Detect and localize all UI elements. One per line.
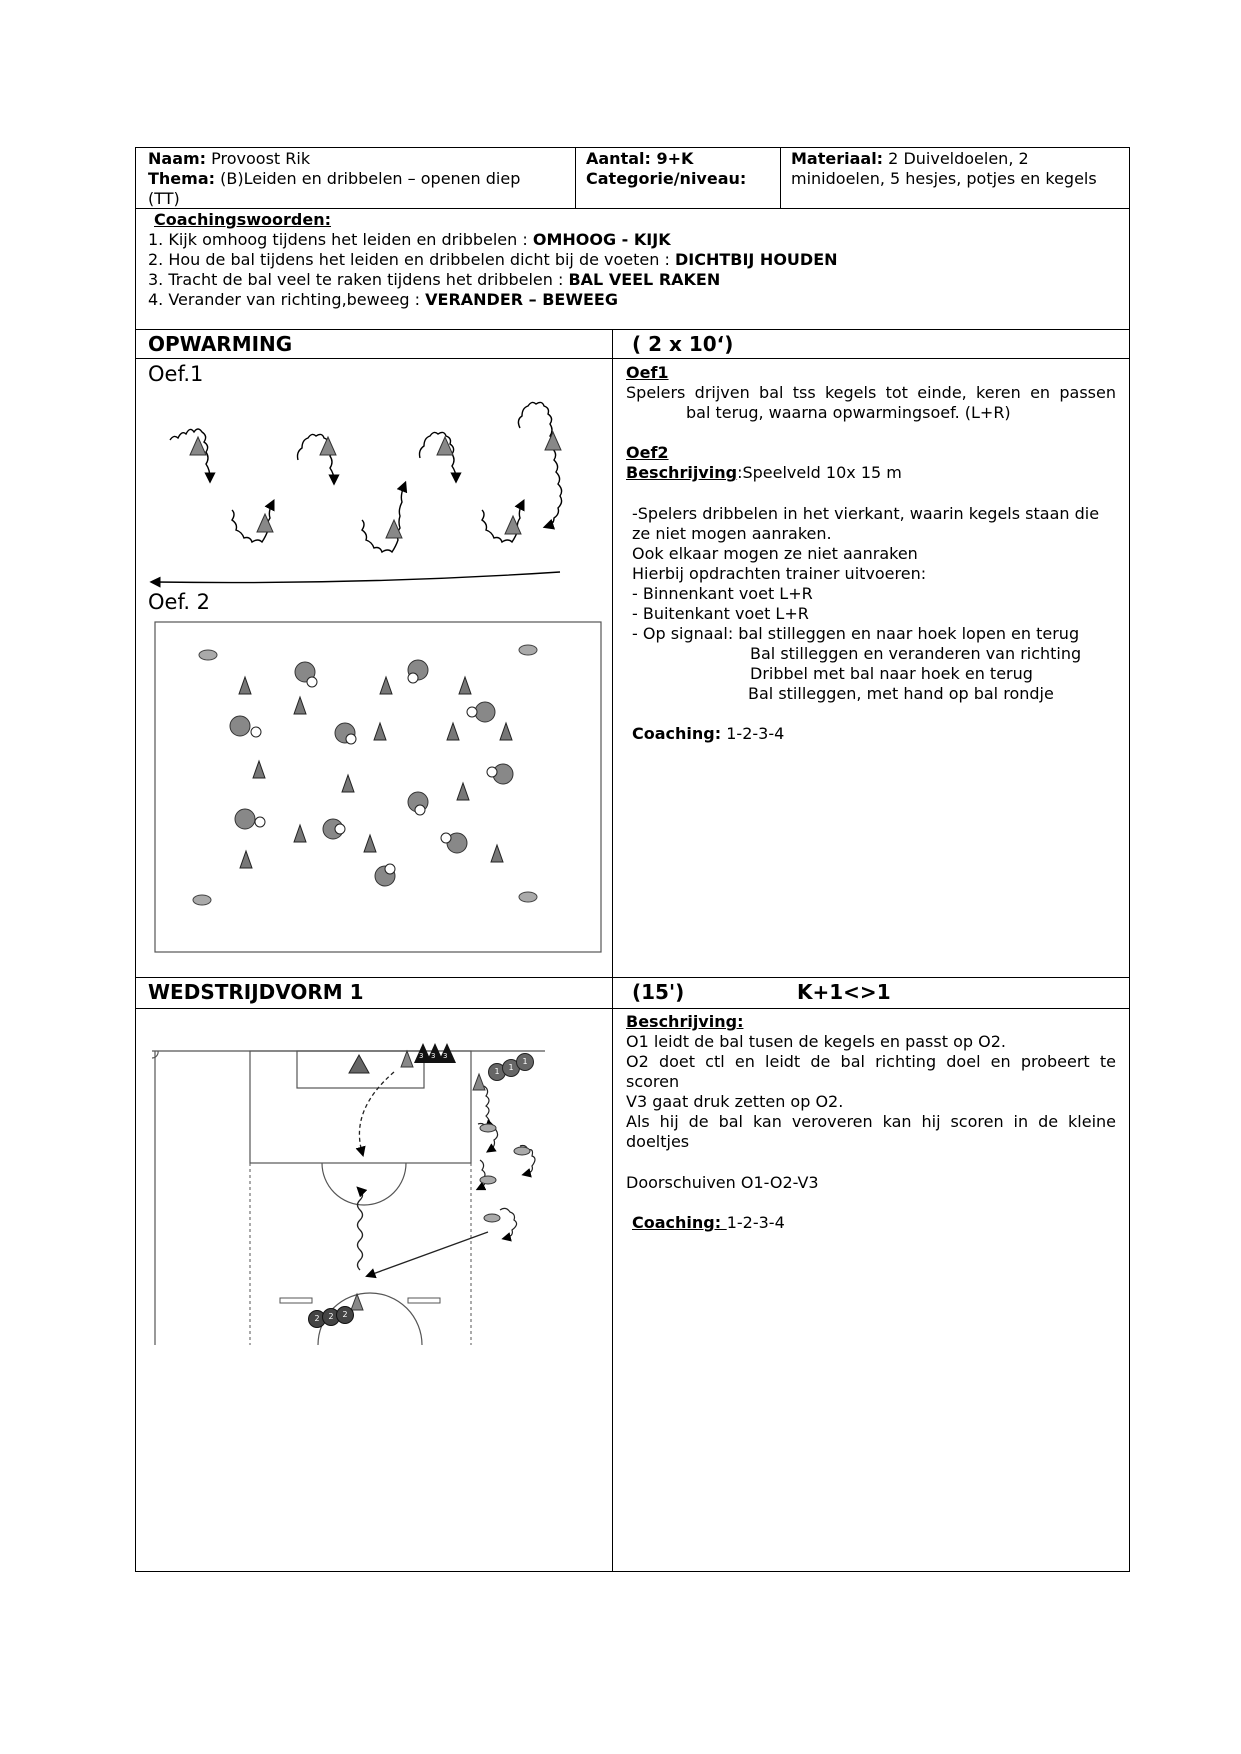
doorschuiven: Doorschuiven O1-O2-V3	[626, 1173, 819, 1192]
oef2-line: Ook elkaar mogen ze niet aanraken	[632, 544, 918, 563]
player-o1-label: 1	[522, 1057, 528, 1066]
player-v3-label: 3	[431, 1052, 436, 1060]
coaching-item	[148, 290, 618, 310]
oef1-line: Spelers drijven bal tss kegels tot einde, keren en passen	[626, 383, 1116, 402]
player-o1	[516, 1053, 534, 1071]
aantal-label: Aantal: 9+K	[586, 149, 694, 168]
materiaal-value: 2 Duiveldoelen, 2	[888, 149, 1029, 168]
wedstrijd-line: Als hij de bal kan veroveren kan hij scoren in de kleine	[626, 1112, 1116, 1131]
player-o1-label: 1	[494, 1067, 500, 1076]
opwarming-title-divider	[135, 358, 1130, 359]
oef1-description	[626, 383, 1116, 423]
player-v3-label: 3	[419, 1052, 424, 1060]
oef2-line: - Binnenkant voet L+R	[632, 584, 813, 603]
wedstrijd-line: O2 doet ctl en leidt de bal richting doel en probeert te	[626, 1052, 1116, 1071]
v3-group	[414, 1043, 474, 1067]
coaching-item	[148, 250, 838, 270]
coaching-item-keyword: DICHTBIJ HOUDEN	[674, 250, 838, 269]
wedstrijdvorm-title: WEDSTRIJDVORM 1	[148, 980, 364, 1004]
oef2-subline: Dribbel met bal naar hoek en terug	[750, 664, 1033, 683]
categorie-label: Categorie/niveau:	[586, 169, 747, 188]
coaching-item-keyword: OMHOOG - KIJK	[532, 230, 671, 249]
player-o2-label: 2	[328, 1312, 334, 1321]
wedstrijd-beschrijving-label: Beschrijving:	[626, 1012, 744, 1031]
thema	[148, 169, 520, 189]
oef2-line: - Buitenkant voet L+R	[632, 604, 809, 623]
materiaal-label: Materiaal:	[791, 149, 884, 168]
header-divider-2	[780, 147, 781, 208]
wedstrijd-description	[626, 1032, 1116, 1152]
opwarming-duration: ( 2 x 10‘)	[632, 332, 734, 356]
table-border-bottom	[135, 1571, 1130, 1572]
wedstrijd-line: doeltjes	[626, 1132, 690, 1151]
o1-group	[488, 1053, 578, 1089]
coaching-title: Coachingswoorden:	[154, 210, 332, 229]
coaching-item-keyword: VERANDER – BEWEEG	[425, 290, 618, 309]
table-border-left	[135, 147, 136, 1572]
oef1-title: Oef1	[626, 363, 669, 382]
wedstrijdvorm-duration: (15')	[632, 980, 685, 1004]
materiaal-value-2: minidoelen, 5 hesjes, potjes en kegels	[791, 169, 1097, 188]
oef2-line: ze niet mogen aanraken.	[632, 524, 832, 543]
o2-group	[308, 1306, 368, 1330]
player-o1-label: 1	[508, 1063, 514, 1072]
oef2-title: Oef2	[626, 443, 669, 462]
beschrijving-label: Beschrijving	[626, 463, 738, 482]
coaching-row-divider	[135, 329, 1130, 330]
coaching-item-keyword: BAL VEEL RAKEN	[568, 270, 721, 289]
oef2-line: - Op signaal: bal stilleggen en naar hoek lopen en terug	[632, 624, 1080, 643]
opwarming-title: OPWARMING	[148, 332, 293, 356]
materiaal	[791, 149, 1029, 169]
coaching-item-text: 2. Hou de bal tijdens het leiden en dribbelen dicht bij de voeten :	[148, 250, 675, 269]
player-o2-label: 2	[342, 1310, 348, 1319]
oef1-line: bal terug, waarna opwarmingsoef. (L+R)	[686, 403, 1011, 422]
coaching-value: 1-2-3-4	[726, 724, 785, 743]
oef2-line: -Spelers dribbelen in het vierkant, waarin kegels staan die	[632, 504, 1100, 523]
opwarming-coaching	[632, 724, 784, 744]
table-border-right	[1129, 147, 1130, 1572]
coaching-value: 1-2-3-4	[726, 1213, 785, 1232]
header-row-divider	[135, 208, 1130, 209]
thema-value-2: (TT)	[148, 189, 180, 208]
naam-label: Naam:	[148, 149, 207, 168]
wedstrijd-title-divider	[135, 1008, 1130, 1009]
player-o2-label: 2	[314, 1314, 320, 1323]
oef2-subline: Bal stilleggen en veranderen van richting	[750, 644, 1082, 663]
oef2-beschrijving	[626, 463, 902, 483]
naam-value: Provoost Rik	[211, 149, 311, 168]
oef2-subline: Bal stilleggen, met hand op bal rondje	[748, 684, 1054, 703]
player-v3-label: 3	[443, 1052, 448, 1060]
coaching-label: Coaching:	[632, 724, 722, 743]
wedstrijd-row-divider	[135, 977, 1130, 978]
coaching-label: Coaching:	[632, 1213, 727, 1232]
coaching-item-text: 4. Verander van richting,beweeg :	[148, 290, 426, 309]
player-o2	[336, 1306, 354, 1324]
oef2-label: Oef. 2	[148, 590, 211, 614]
wedstrijdvorm-format: K+1<>1	[797, 980, 891, 1004]
thema-label: Thema:	[148, 169, 216, 188]
table-border-top	[135, 147, 1130, 148]
wedstrijd-line: scoren	[626, 1072, 680, 1091]
coaching-item	[148, 270, 720, 290]
beschrijving-value: :Speelveld 10x 15 m	[737, 463, 902, 482]
coaching-item-text: 1. Kijk omhoog tijdens het leiden en dribbelen :	[148, 230, 533, 249]
coaching-item	[148, 230, 671, 250]
wedstrijd-coaching	[632, 1213, 785, 1233]
coaching-item-text: 3. Tracht de bal veel te raken tijdens het dribbelen :	[148, 270, 569, 289]
header-divider-1	[575, 147, 576, 208]
naam	[148, 149, 310, 169]
middle-column-divider	[612, 329, 613, 1572]
thema-value: (B)Leiden en dribbelen – openen diep	[220, 169, 521, 188]
oef2-line: Hierbij opdrachten trainer uitvoeren:	[632, 564, 927, 583]
wedstrijd-line: V3 gaat druk zetten op O2.	[626, 1092, 844, 1111]
wedstrijd-line: O1 leidt de bal tusen de kegels en passt op O2.	[626, 1032, 1006, 1051]
oef1-label: Oef.1	[148, 362, 204, 386]
